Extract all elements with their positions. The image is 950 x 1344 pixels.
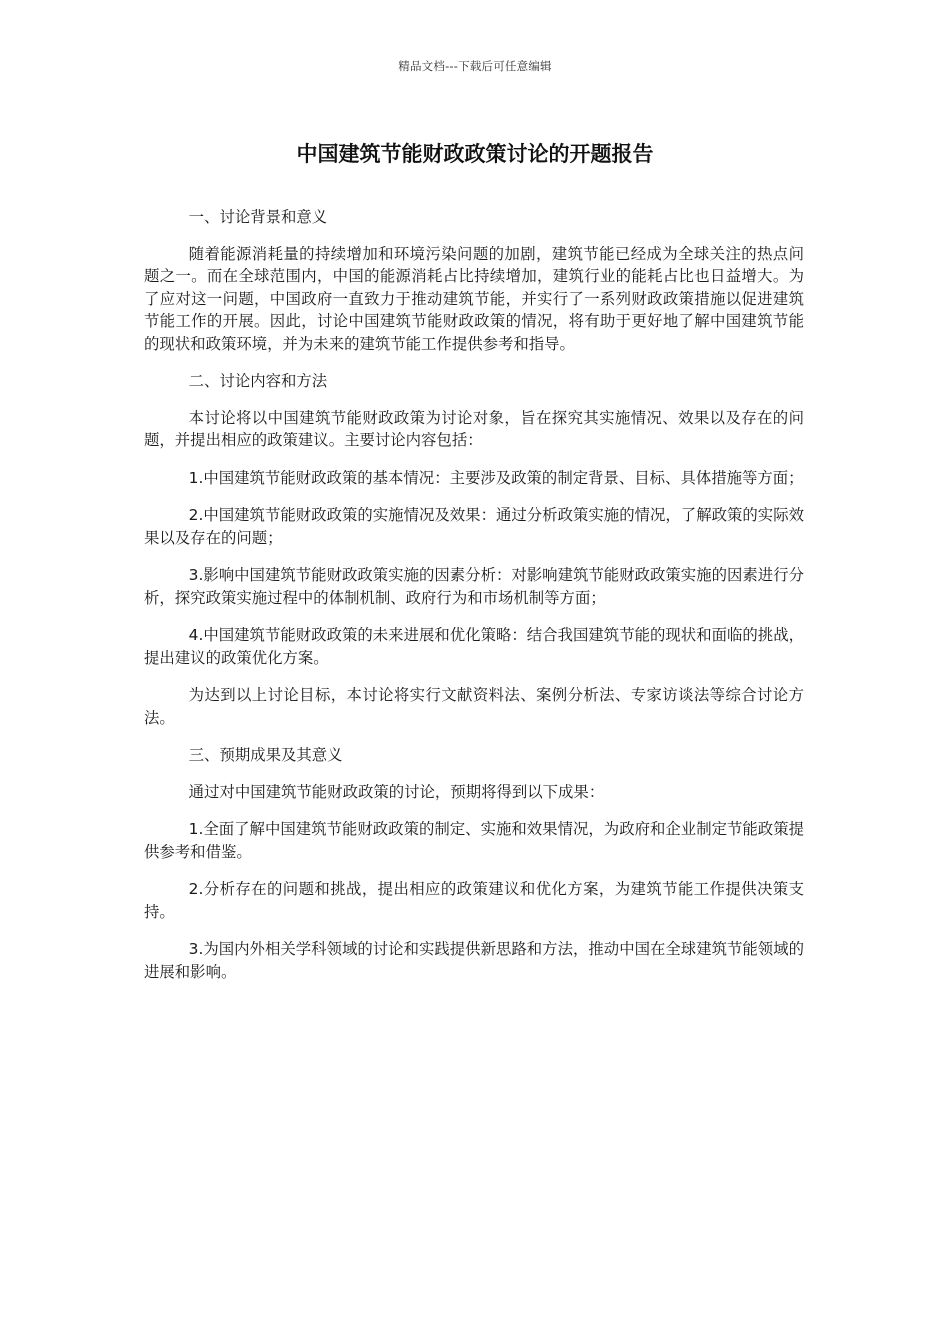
paragraph: 随着能源消耗量的持续增加和环境污染问题的加剧，建筑节能已经成为全球关注的热点问题之一。而在全球范围内，中国的能源消耗占比持续增加，建筑行业的能耗占比也日益增大。为了应对这一问题，中国政府一直致力于推动建筑节能，并实行了一系列财政政策措施以促进建筑节能工作的开展。因此，讨论中国建筑节能财政政策的情况，将有助于更好地了解中国建筑节能的现状和政策环境，并为未来的建筑节能工作提供参考和指导。	[144, 244, 804, 353]
paragraph: 通过对中国建筑节能财政政策的讨论，预期将得到以下成果：	[188, 782, 605, 801]
list-item: 1.全面了解中国建筑节能财政政策的制定、实施和效果情况，为政府和企业制定节能政策提供参考和借鉴。	[144, 820, 804, 861]
section-heading: 三、预期成果及其意义	[188, 746, 343, 764]
page-header: 精品文档---下载后可任意编辑	[398, 59, 552, 73]
paragraph: 本讨论将以中国建筑节能财政政策为讨论对象，旨在探究其实施情况、效果以及存在的问题，并提出相应的政策建议。主要讨论内容包括：	[144, 408, 804, 449]
document-title: 中国建筑节能财政政策讨论的开题报告	[296, 142, 654, 166]
list-item: 1.中国建筑节能财政政策的基本情况：主要涉及政策的制定背景、目标、具体措施等方面；	[188, 468, 804, 487]
document-body	[144, 206, 804, 998]
section-heading: 二、讨论内容和方法	[188, 372, 328, 390]
list-item: 3.影响中国建筑节能财政政策实施的因素分析：对影响建筑节能财政政策实施的因素进行分析，探究政策实施过程中的体制机制、政府行为和市场机制等方面；	[144, 566, 804, 607]
paragraph: 为达到以上讨论目标，本讨论将实行文献资料法、案例分析法、专家访谈法等综合讨论方法。	[144, 686, 804, 727]
list-item: 4.中国建筑节能财政政策的未来进展和优化策略：结合我国建筑节能的现状和面临的挑战，提出建议的政策优化方案。	[144, 626, 804, 667]
list-item: 3.为国内外相关学科领域的讨论和实践提供新思路和方法，推动中国在全球建筑节能领域的进展和影响。	[144, 940, 804, 981]
section-heading: 一、讨论背景和意义	[188, 208, 328, 226]
list-item: 2.中国建筑节能财政政策的实施情况及效果：通过分析政策实施的情况，了解政策的实际效果以及存在的问题；	[144, 506, 804, 547]
list-item: 2.分析存在的问题和挑战，提出相应的政策建议和优化方案，为建筑节能工作提供决策支持。	[144, 880, 804, 921]
